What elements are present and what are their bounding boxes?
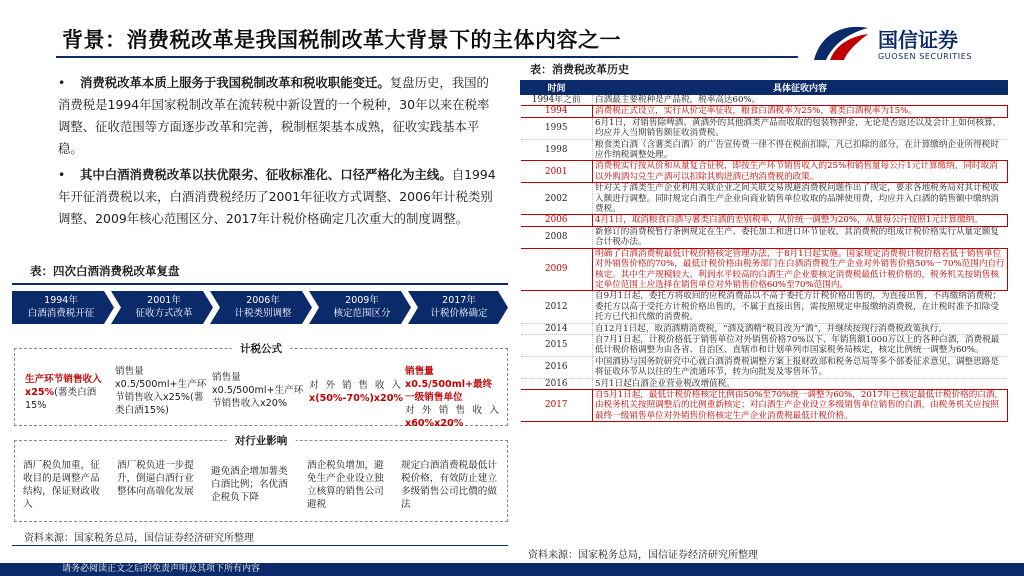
page-title: 背景：消费税改革是我国税制改革大背景下的主体内容之一 xyxy=(62,28,621,52)
bullet-lead: 其中白酒消费税改革以扶优限劣、征收标准化、口径严格化为主线。 xyxy=(80,167,452,182)
left-table-title: 表：四次白酒消费税改革复盘 xyxy=(30,264,180,278)
left-table-bottom-rule xyxy=(12,545,508,546)
row-content: 白酒最主要税种是产品税，税率高达60%。 xyxy=(593,95,1008,106)
brand-name: 国信证券 xyxy=(878,28,958,52)
bullet-item xyxy=(58,164,498,230)
row-content: 新修订的消费税暂行条例规定在生产、委托加工和进口环节征收，其消费税的组成计税价格实行从量定额复合计税办法。 xyxy=(593,226,1008,248)
stage-2001: 2001年 征收方式改革 xyxy=(135,295,193,319)
impact-2017: 规定白酒消费税最低计税价格，有效防止建立多级销售公司比價的做法 xyxy=(401,460,497,510)
row-content: 中国酒协与国务院研究中心就白酒消费税调整方案上报财政部和税务总局等多个部委征求意见，调整思路是将征收环节从以往的生产流通环节，转为向批发及零售环节。 xyxy=(593,356,1008,378)
brand-name-en: GUOSEN SECURITIES xyxy=(878,52,973,61)
row-content: 5月1日起白酒企业营业税改增值税。 xyxy=(593,378,1008,389)
row-content: 自5月1日起，最低计税价格核定比例由50%至70%统一调整为60%，2017年已核定最低计税价格的白酒，由税务机关按照调整后的比例重新核定；对白酒生产企业设立多级销售单位销售的白酒，由税务机关应按照最终一级销售单位对外销售价格核定生产企业消费税最低计税价格。 xyxy=(593,389,1008,421)
bullet-body: 自1994年开征消费税以来，白酒消费税经历了2001年征收方式调整、2006年计税类别调整、2009年核心范围区分、2017年计税价格确定几次重大的制度调整。 xyxy=(58,167,496,226)
row-content: 自9月1日起，委托方将收回的应税消费品以不高于委托方计税价格出售的，为直接出售，不再缴纳消费税；委托方以高于受托方计税价格出售的，不属于直接出售，需按照规定申报缴纳消费税，在计税时准予扣除受托方已代扣代缴的消费税。 xyxy=(593,291,1008,323)
table-row xyxy=(521,139,1008,161)
row-year: 1994 xyxy=(521,106,593,117)
stage-2017: 2017年 计税价格确定 xyxy=(430,295,488,319)
impact-panel-title: 对行业影响 xyxy=(227,433,296,448)
right-table-source: 资料来源：国家税务总局，国信证券经济研究所整理 xyxy=(528,550,758,561)
table-header-row xyxy=(521,81,1008,95)
row-content: 明确了白酒消费税最低计税价格核定管理办法，于8月1日起实施。国家规定消费税计税价格若低于销售单位对外销售价格的70%，最低计税价格由税务部门在白酒消费税生产企业对外销售价格50%－70%范围内自行核定。其中生产规模较大、利润水平较高的白酒生产企业要核定消费税最低计税价格的，税务机关按销售核定单位范围上应选择在销售单位对外销售价格60%至70%范围内。 xyxy=(593,248,1008,291)
row-year: 2001 xyxy=(521,161,593,183)
table-body xyxy=(521,95,1008,422)
row-year: 1998 xyxy=(521,139,593,161)
formula-panel xyxy=(14,343,508,429)
formula-2001: 销售量x0.5/500ml+生产环节销售收入x25%(薯类白酒15%) xyxy=(115,366,207,416)
formula-1994: 生产环节销售收入x25%(薯类白酒15% xyxy=(25,374,102,411)
row-content: 自7月1日起，计税价格低于销售单位对外销售价格70%以下、年销售额1000万以上的各种白酒，消费税最低计税价格调整为由各省、自治区、直辖市和计划单列市国家税务局核定，核定比例统一调整为60%。 xyxy=(593,334,1008,356)
left-table-divider xyxy=(12,283,508,285)
table-row xyxy=(521,95,1008,106)
formula-panel-title: 计税公式 xyxy=(232,341,290,356)
stage-1994: 1994年 白酒消费税开征 xyxy=(27,295,95,319)
row-content: 粮食类白酒（含薯类白酒）的广告宣传费一律不得在税前扣除，凡已扣除的部分，在计算缴纳企业所得税时应作纳税调整处理。 xyxy=(593,139,1008,161)
row-year: 2008 xyxy=(521,226,593,248)
table-row xyxy=(521,378,1008,389)
row-content: 4月1日，取消粮食白酒与薯类白酒的差别税率，从价统一调整为20%，从量每公斤按照1元计算缴纳。 xyxy=(593,215,1008,226)
table-row xyxy=(521,389,1008,421)
header-content: 具体征收内容 xyxy=(593,81,1008,95)
table-row xyxy=(521,291,1008,323)
header-year: 时间 xyxy=(521,81,593,95)
impact-1994: 酒厂税负加重，征收目的是调整产品结构，保证财政收入 xyxy=(23,460,100,510)
row-content: 6月1日，对销售除啤酒、黄酒外的其他酒类产品而收取的包装物押金，无论是否返还以及会计上如何核算，均应并入当期销售额征收消费税。 xyxy=(593,117,1008,139)
left-table-source: 资料来源：国家税务总局，国信证券经济研究所整理 xyxy=(24,533,254,544)
bullet-item xyxy=(58,72,498,160)
impact-2009: 酒企税负增加，避免生产企业设立独立核算的销售公司避税 xyxy=(307,460,384,510)
stage-2006: 2006年 计税类别调整 xyxy=(234,295,292,319)
row-year: 2016 xyxy=(521,378,593,389)
row-content: 消费税正式设立，实行从价定率征收，粮食白酒税率为25%，薯类白酒税率为15%。 xyxy=(593,106,1008,117)
row-year: 1994年之前 xyxy=(521,95,593,106)
table-row xyxy=(521,215,1008,226)
footer-disclaimer: 请务必阅读正文之后的免责声明及其项下所有内容 xyxy=(62,564,261,574)
impact-panel xyxy=(14,435,508,522)
table-row xyxy=(521,106,1008,117)
impact-2001: 酒厂税负进一步提升，倒逼白酒行业整体向高端化发展 xyxy=(117,460,194,497)
bullet-lead: 消费税改革本质上服务于我国税制改革和税收职能变迁。 xyxy=(80,75,390,90)
row-content: 消费税实行按从价和从量复合征税，即按生产环节销售收入的25%和销售量每公斤1元计算缴纳，同时取消以外购酒勾兑生产酒可以扣除其购进酒已纳消费税的政策。 xyxy=(593,161,1008,183)
stage-2009: 2009年 核定范围区分 xyxy=(333,295,391,319)
table-row xyxy=(521,226,1008,248)
row-year: 2014 xyxy=(521,323,593,334)
row-content: 自12月1日起，取消酒精消费税，“酒及酒精”税目改为“酒”，并继续按现行消费税政策执行。 xyxy=(593,323,1008,334)
tax-history-table xyxy=(520,80,1008,422)
row-year: 2002 xyxy=(521,183,593,215)
brand-logo xyxy=(808,20,988,66)
table-row xyxy=(521,334,1008,356)
row-year: 1995 xyxy=(521,117,593,139)
table-row xyxy=(521,161,1008,183)
table-row xyxy=(521,117,1008,139)
guosen-logo-icon xyxy=(808,20,872,66)
bullet-dot-icon: • xyxy=(58,167,66,182)
row-year: 2006 xyxy=(521,215,593,226)
row-year: 2009 xyxy=(521,248,593,291)
table-row xyxy=(521,183,1008,215)
bullet-dot-icon: • xyxy=(58,75,66,90)
impact-2006: 避免酒企增加薯类白酒比例；名优酒企税负下降 xyxy=(211,466,288,503)
row-content: 针对关于酒类生产企业利用关联企业之间关联交易规避消费税问题作出了规定，要求各地税务局对其计税收入额进行调整。同时规定白酒生产企业向商业销售单位收取的品牌使用费，均应并入白酒的销售额中缴纳消费税。 xyxy=(593,183,1008,215)
formula-2009: 对外销售收入 x(50%-70%)x20% xyxy=(309,380,404,404)
title-divider xyxy=(56,56,798,58)
table-row xyxy=(521,356,1008,378)
bullet-body: 复盘历史，我国的消费税是1994年国家税制改革在流转税中新设置的一个税种，30年以来在税率调整、征收范围等方面逐步改革和完善，税制框架基本成熟，征收实践基本平稳。 xyxy=(58,75,490,156)
row-year: 2015 xyxy=(521,334,593,356)
row-year: 2012 xyxy=(521,291,593,323)
formula-2017: 销售量x0.5/500ml+最终一级销售单位 对外销售收入 x60%x20% xyxy=(405,366,499,429)
table-row xyxy=(521,248,1008,291)
reform-timeline xyxy=(12,291,508,324)
formula-2006: 销售量x0.5/500ml+生产环节销售收入x20% xyxy=(212,372,304,409)
row-year: 2017 xyxy=(521,389,593,421)
row-year: 2016 xyxy=(521,356,593,378)
table-row xyxy=(521,323,1008,334)
right-table-title: 表：消费税改革历史 xyxy=(530,63,629,76)
